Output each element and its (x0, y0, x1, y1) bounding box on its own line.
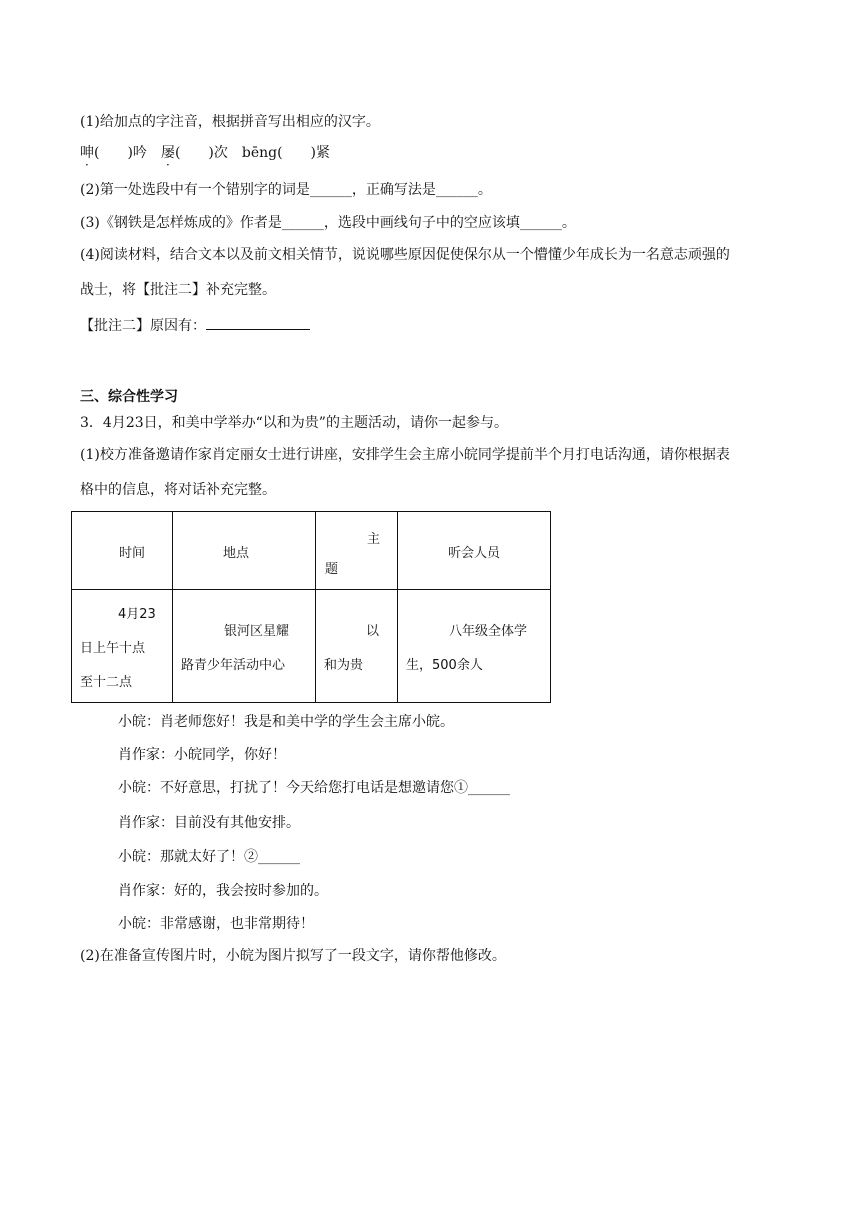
q2-part2: (2)第一处选段中有一个错别字的词是______，正确写法是______。 (80, 182, 492, 198)
pinyin-blank-2: ( )次 bēng( )紧 (174, 145, 331, 161)
note-two-label: 【批注二】原因有： (80, 318, 206, 334)
cell-place-b: 路青少年活动中心 (181, 658, 286, 673)
dialog-line: 小皖：肖老师您好！我是和美中学的学生会主席小皖。 (118, 714, 454, 730)
pinyin-blank-1: ( )吟 (94, 145, 161, 161)
q2-part1: (1)给加点的字注音，根据拼音写出相应的汉字。 (80, 114, 380, 130)
header-time: 时间 (119, 546, 146, 561)
cell-place-a: 银河区星耀 (224, 624, 290, 639)
cell-audience-a: 八年级全体学 (449, 624, 528, 639)
dotted-char-2: 屡 (160, 145, 175, 161)
q2-part3: (3)《钢铁是怎样炼成的》作者是______，选段中画线句子中的空应该填______。 (80, 215, 576, 231)
q2-part4-line2: 战士，将【批注二】补充完整。 (80, 282, 276, 298)
header-place: 地点 (223, 546, 250, 561)
q3-part1-line2: 格中的信息，将对话补充完整。 (80, 482, 276, 498)
cell-topic-a: 以 (366, 624, 380, 639)
cell-time-c: 至十二点 (80, 675, 133, 690)
dialog-line: 小皖：不好意思，打扰了！今天给您打电话是想邀请您①______ (118, 780, 510, 796)
cell-time-a: 4月23 (118, 607, 156, 622)
header-topic-a: 主 (367, 532, 381, 547)
dialog-line: 肖作家：小皖同学，你好！ (118, 747, 286, 763)
q3-part1-line1: (1)校方准备邀请作家肖定丽女士进行讲座，安排学生会主席小皖同学提前半个月打电话沟通，请你根据表 (80, 447, 730, 463)
cell-audience-b: 生，500余人 (406, 658, 483, 673)
section-heading: 三、综合性学习 (80, 389, 178, 405)
q3-part2: (2)在准备宣传图片时，小皖为图片拟写了一段文字，请你帮他修改。 (80, 948, 506, 964)
dialog-line: 肖作家：好的，我会按时参加的。 (118, 883, 328, 899)
table-header-row (72, 512, 551, 590)
cell-time-b: 日上午十点 (80, 641, 146, 656)
cell-topic-b: 和为贵 (324, 658, 364, 673)
note-two (80, 315, 310, 336)
answer-underline (206, 315, 310, 330)
q3-intro: 3．4月23日，和美中学举办“以和为贵”的主题活动，请你一起参与。 (80, 415, 508, 431)
dialog-line: 肖作家：目前没有其他安排。 (118, 815, 300, 831)
dialog-line: 小皖：那就太好了！②______ (118, 849, 300, 865)
q2-part1-line2 (80, 143, 330, 163)
table-row (72, 590, 551, 703)
dotted-char-1: 呻 (80, 145, 94, 161)
event-info-table (71, 511, 551, 703)
header-audience: 听会人员 (448, 546, 501, 561)
header-topic-b: 题 (325, 562, 339, 577)
q2-part4-line1: (4)阅读材料，结合文本以及前文相关情节，说说哪些原因促使保尔从一个懵懂少年成长为一名意志顽强的 (80, 247, 730, 263)
dialog-line: 小皖：非常感谢，也非常期待！ (118, 916, 314, 932)
